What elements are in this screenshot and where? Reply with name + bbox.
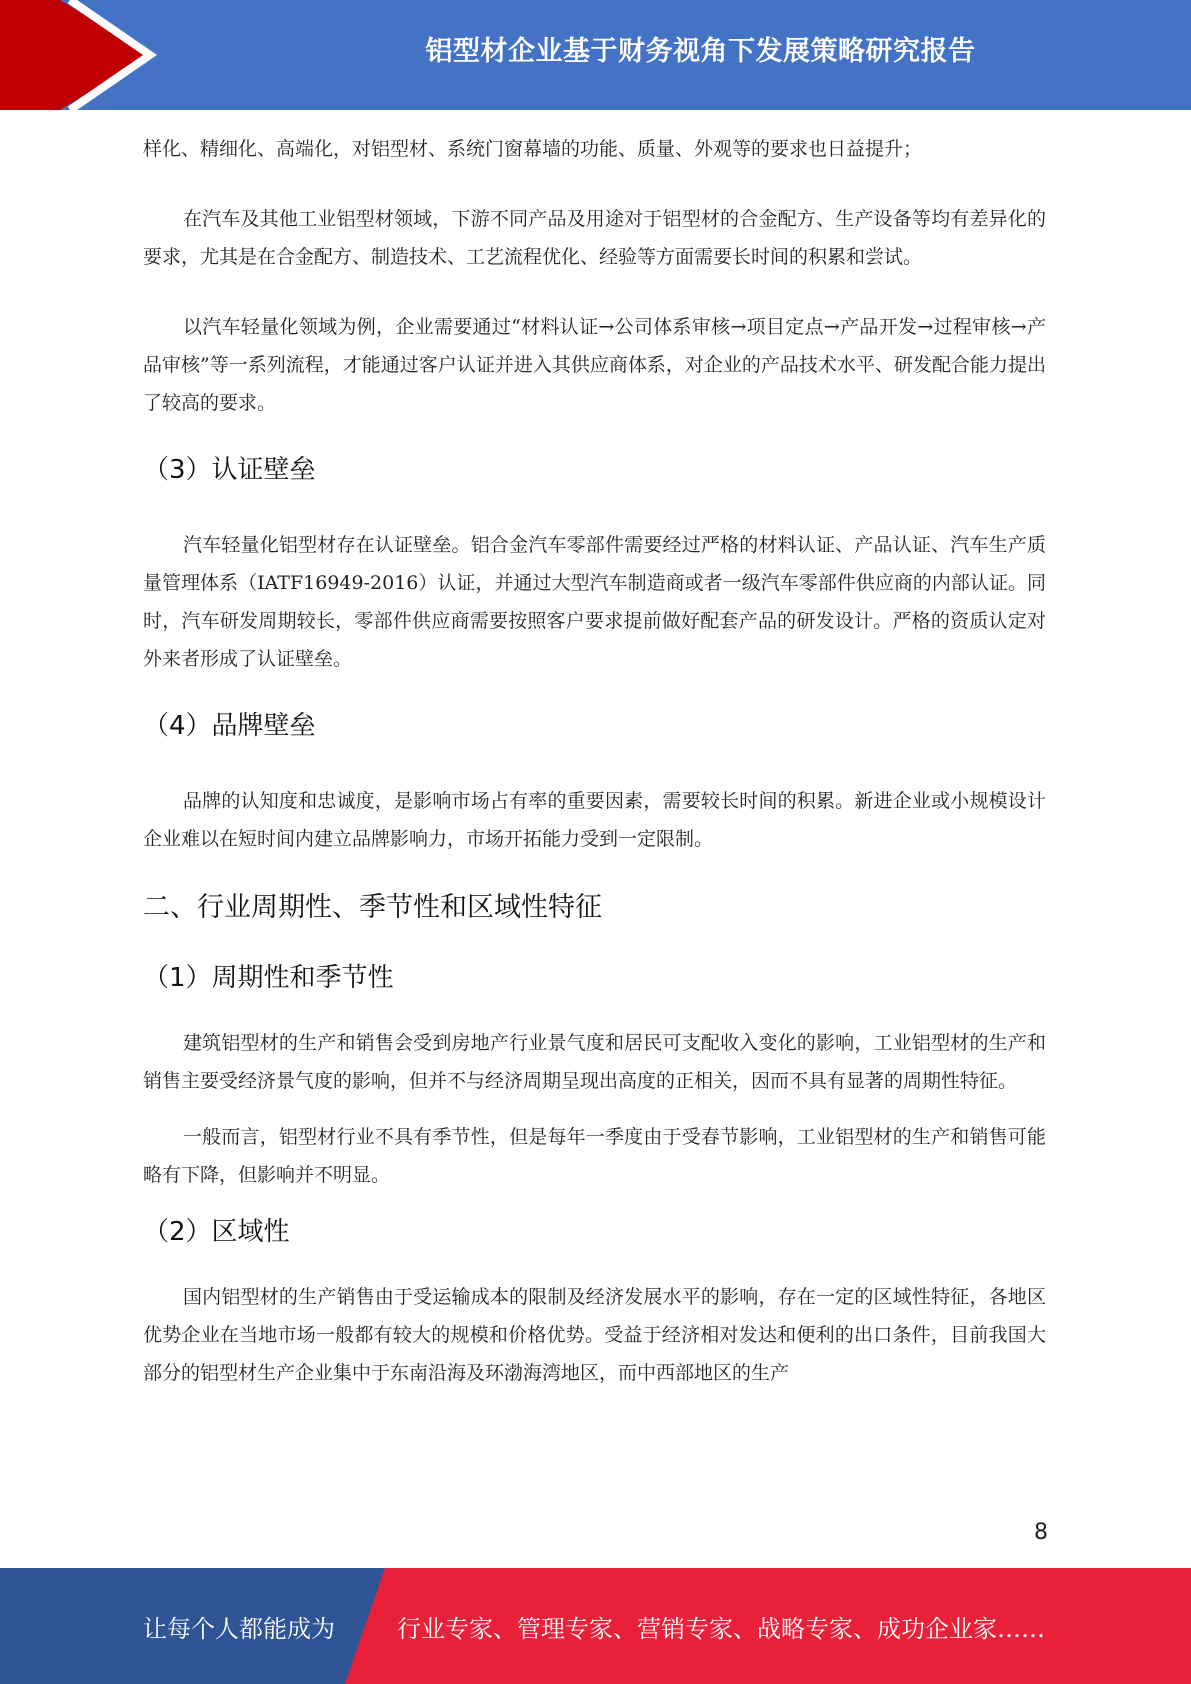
document-body [143,130,1046,1392]
page-header [0,0,1191,110]
page-number: 8 [1034,1520,1048,1545]
paragraph: 样化、精细化、高端化，对铝型材、系统门窗幕墙的功能、质量、外观等的要求也日益提升； [143,138,923,160]
report-title: 铝型材企业基于财务视角下发展策略研究报告 [425,35,976,67]
section-heading: （1）周期性和季节性 [143,963,394,993]
section-heading: （3）认证壁垒 [143,455,316,485]
section-heading: （4）品牌壁垒 [143,711,316,741]
page-footer [0,1568,1191,1684]
section-heading: （2）区域性 [143,1217,290,1247]
chapter-heading: 二、行业周期性、季节性和区域性特征 [143,892,602,923]
paragraph: 国内铝型材的生产销售由于受运输成本的限制及经济发展水平的影响，存在一定的区域性特征，各地区优势企业在当地市场一般都有较大的规模和价格优势。受益于经济相对发达和便利的出口条件，目前我国大部分的铝型材生产企业集中于东南沿海及环渤海湾地区，而中西部地区的生产 [143,1286,1046,1384]
footer-slogan-left: 让每个人都能成为 [143,1614,335,1643]
paragraph: 在汽车及其他工业铝型材领域，下游不同产品及用途对于铝型材的合金配方、生产设备等均有差异化的要求，尤其是在合金配方、制造技术、工艺流程优化、经验等方面需要长时间的积累和尝试。 [143,208,1046,268]
footer-slogan-right: 行业专家、管理专家、营销专家、战略专家、成功企业家…… [397,1614,1045,1643]
paragraph: 一般而言，铝型材行业不具有季节性，但是每年一季度由于受春节影响，工业铝型材的生产和销售可能略有下降，但影响并不明显。 [143,1126,1046,1186]
paragraph: 品牌的认知度和忠诚度，是影响市场占有率的重要因素，需要较长时间的积累。新进企业或小规模设计企业难以在短时间内建立品牌影响力，市场开拓能力受到一定限制。 [143,790,1046,850]
paragraph: 以汽车轻量化领域为例，企业需要通过“材料认证→公司体系审核→项目定点→产品开发→过程审核→产品审核”等一系列流程，才能通过客户认证并进入其供应商体系，对企业的产品技术水平、研发配合能力提出了较高的要求。 [143,316,1046,414]
paragraph: 建筑铝型材的生产和销售会受到房地产行业景气度和居民可支配收入变化的影响，工业铝型材的生产和销售主要受经济景气度的影响，但并不与经济周期呈现出高度的正相关，因而不具有显著的周期性特征。 [143,1032,1046,1092]
paragraph: 汽车轻量化铝型材存在认证壁垒。铝合金汽车零部件需要经过严格的材料认证、产品认证、汽车生产质量管理体系（IATF16949-2016）认证，并通过大型汽车制造商或者一级汽车零部件供应商的内部认证。同时，汽车研发周期较长，零部件供应商需要按照客户要求提前做好配套产品的研发设计。严格的资质认定对外来者形成了认证壁垒。 [143,534,1046,670]
